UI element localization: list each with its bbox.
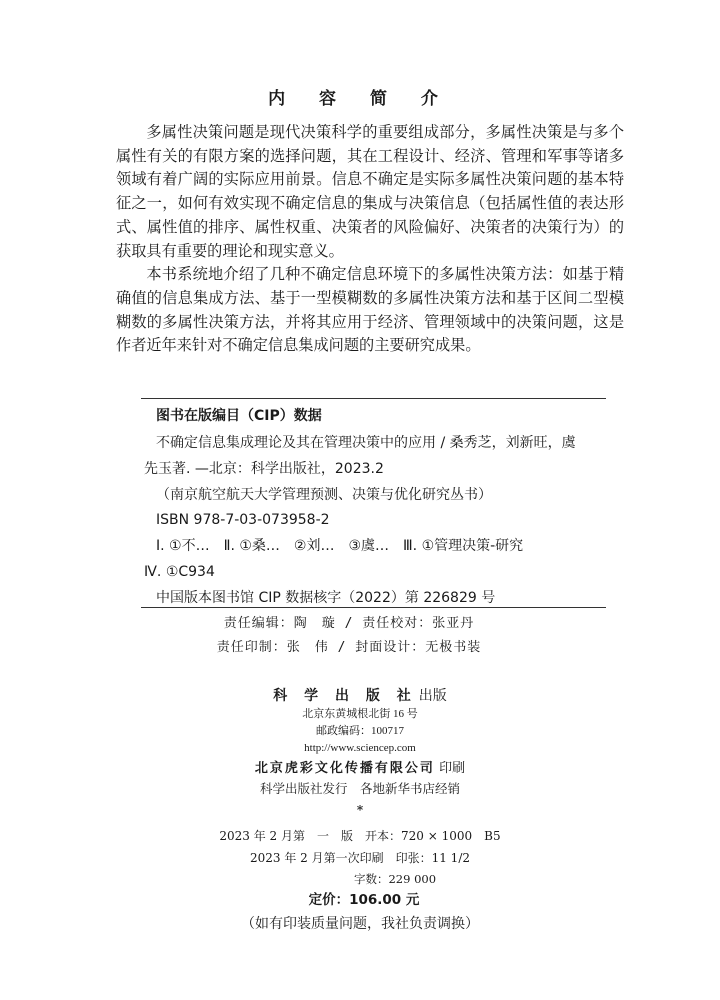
- publisher-brand: 科 学 出 版 社: [273, 688, 417, 704]
- printing-line: 2023 年 2 月第一次印刷 印张：11 1/2: [249, 851, 470, 865]
- cip-classification-line-1: Ⅰ. ①不… Ⅱ. ①桑… ②刘… ③虞… Ⅲ. ①管理决策-研究: [156, 538, 524, 555]
- publisher-suffix: 出版: [418, 688, 447, 704]
- cip-series: （南京航空航天大学管理预测、决策与优化研究丛书）: [156, 486, 492, 503]
- printer-brand: 北京虎彩文化传播有限公司: [254, 761, 435, 776]
- publisher-postcode: 邮政编码：100717: [316, 725, 404, 737]
- cip-isbn: ISBN 978-7-03-073958-2: [156, 512, 330, 529]
- introduction: [116, 121, 624, 358]
- edition-line: 2023 年 2 月第 一 版 开本：720 × 1000 B5: [219, 829, 501, 843]
- cip-bottom-rule: [141, 607, 606, 608]
- imprint-block: [0, 686, 720, 935]
- intro-paragraph-1: 多属性决策问题是现代决策科学的重要组成部分，多属性决策是与多个属性有关的有限方案的选择问题，其在工程设计、经济、管理和军事等诸多领域有着广阔的实际应用前景。信息不确定是实际多属性决策问题的基本特征之一，如何有效实现不确定信息的集成与决策信息（包括属性值的表达形式、属性值的排序、属性权重、决策者的风险偏好、决策者的决策行为）的获取具有重要的理论和现实意义。: [116, 123, 624, 260]
- editors-line-2: 责任印制：张 伟 / 封面设计：无极书装: [216, 640, 482, 655]
- cip-top-rule: [141, 398, 606, 399]
- cip-number: 中国版本图书馆 CIP 数据核字（2022）第 226829 号: [156, 589, 496, 606]
- cip-heading: 图书在版编目（CIP）数据: [156, 408, 322, 424]
- word-count: 字数：229 000: [353, 872, 437, 886]
- publisher-line: [0, 686, 720, 706]
- cip-entry-line-1: 不确定信息集成理论及其在管理决策中的应用 / 桑秀芝，刘新旺，虞: [156, 435, 576, 451]
- section-title: 内 容 简 介: [268, 89, 452, 109]
- editors-line-1: 责任编辑：陶 璇 / 责任校对：张亚丹: [223, 616, 475, 631]
- separator-star: *: [356, 803, 364, 817]
- cip-entry-line-2: 先玉著. —北京：科学出版社，2023.2: [144, 460, 384, 477]
- intro-paragraph-2: 本书系统地介绍了几种不确定信息环境下的多属性决策方法：如基于精确值的信息集成方法、基于一型模糊数的多属性决策方法和基于区间二型模糊数的多属性决策方法，并将其应用于经济、管理领域中的决策问题，这是作者近年来针对不确定信息集成问题的主要研究成果。: [116, 265, 624, 355]
- printer-line: [0, 759, 720, 779]
- price-line: 定价：106.00 元: [308, 892, 420, 908]
- printer-suffix: 印刷: [439, 761, 466, 776]
- quality-notice: （如有印装质量问题，我社负责调换）: [241, 916, 479, 932]
- cip-classification-line-2: Ⅳ. ①C934: [144, 563, 215, 580]
- distribution-line: 科学出版社发行 各地新华书店经销: [259, 781, 460, 796]
- editors-block: [0, 612, 720, 660]
- publisher-address: 北京东黄城根北街 16 号: [302, 708, 418, 720]
- publisher-url: http://www.sciencep.com: [304, 742, 416, 754]
- cip-block: [144, 403, 608, 612]
